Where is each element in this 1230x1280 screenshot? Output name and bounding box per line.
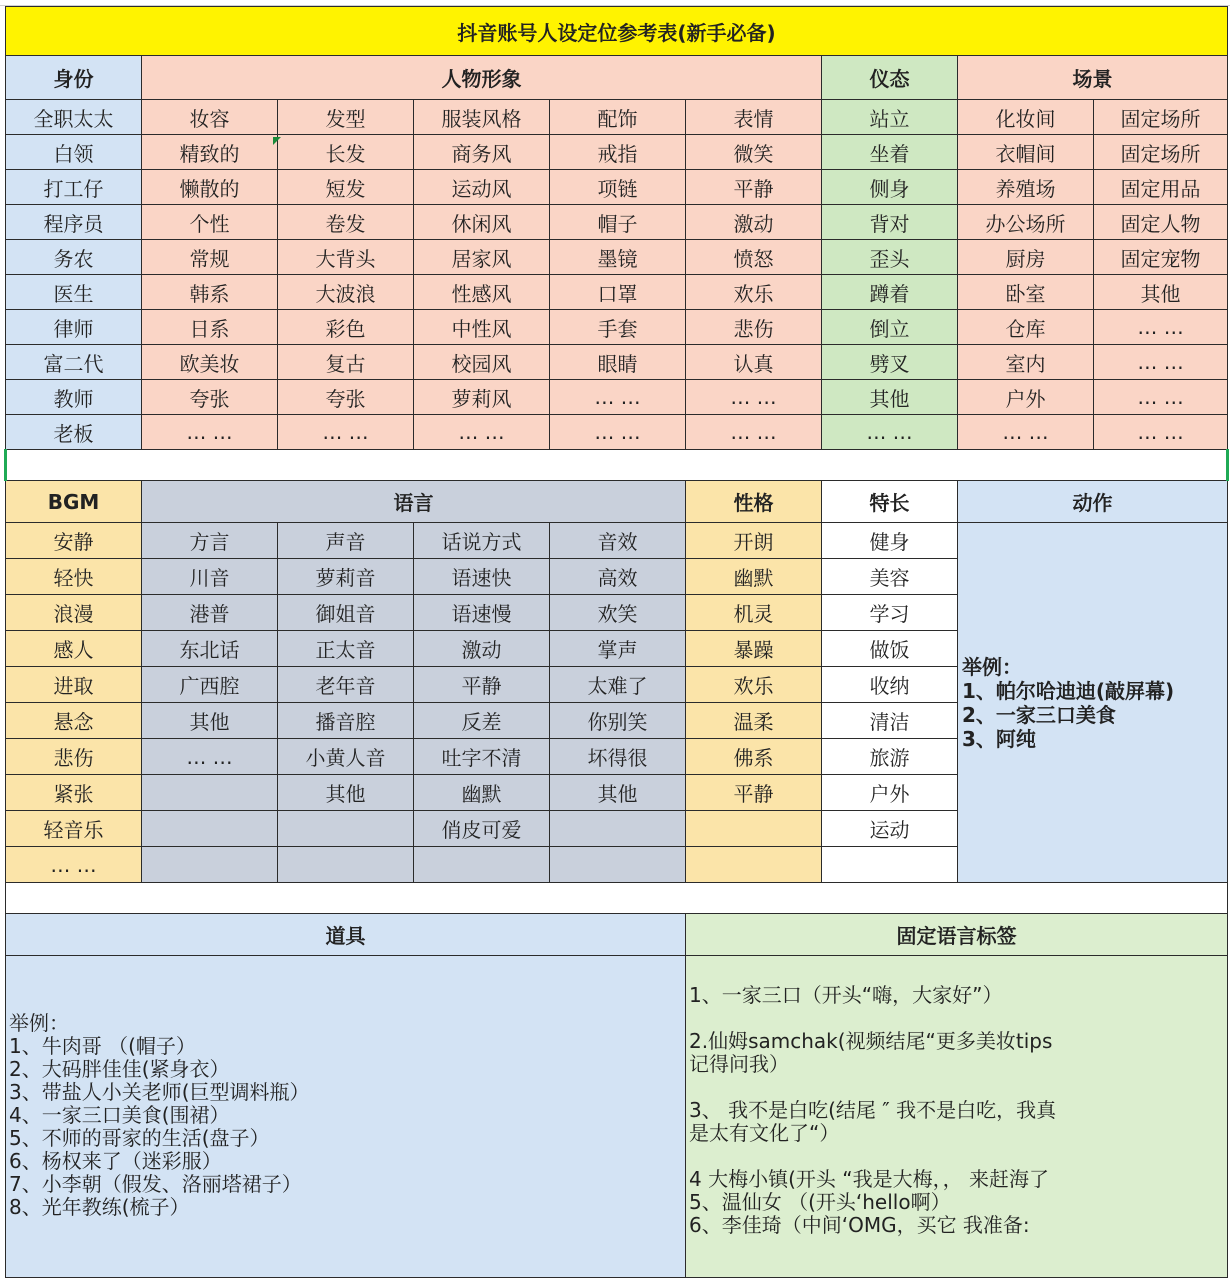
section1-cell[interactable]: 配饰 xyxy=(550,100,686,135)
section1-cell[interactable]: … … xyxy=(686,415,822,450)
section2-cell[interactable]: 平静 xyxy=(414,667,550,703)
section1-cell[interactable]: … … xyxy=(822,415,958,450)
section1-cell[interactable]: … … xyxy=(550,380,686,415)
section1-cell[interactable]: … … xyxy=(1094,345,1228,380)
props-examples[interactable] xyxy=(6,956,686,1278)
section2-cell[interactable]: 御姐音 xyxy=(278,595,414,631)
section2-cell[interactable]: 东北话 xyxy=(142,631,278,667)
section1-cell[interactable]: 妆容 xyxy=(142,100,278,135)
section3-body-row xyxy=(6,956,1228,1278)
section2-cell[interactable]: 温柔 xyxy=(686,703,822,739)
section1-cell[interactable]: 懒散的 xyxy=(142,170,278,205)
section1-cell[interactable]: 精致的 xyxy=(142,135,278,170)
section1-cell[interactable]: 个性 xyxy=(142,205,278,240)
section1-row xyxy=(6,415,1228,450)
action-line: 1、帕尔哈迪迪(敲屏幕) xyxy=(962,678,1175,703)
section1-cell[interactable]: … … xyxy=(1094,310,1228,345)
section2-cell[interactable]: 坏得很 xyxy=(550,739,686,775)
section1-cell[interactable]: 歪头 xyxy=(822,240,958,275)
section1-cell[interactable]: … … xyxy=(1094,380,1228,415)
tag-line: 3、 我不是白吃(结尾 ″ 我不是白吃，我真 xyxy=(689,1098,1057,1122)
section2-cell[interactable] xyxy=(278,811,414,847)
section1-cell[interactable]: 短发 xyxy=(278,170,414,205)
section1-cell[interactable]: … … xyxy=(142,415,278,450)
section1-cell[interactable]: … … xyxy=(550,415,686,450)
section1-cell[interactable]: 站立 xyxy=(822,100,958,135)
section1-cell[interactable]: 手套 xyxy=(550,310,686,345)
tag-line: 是太有文化了“） xyxy=(689,1121,840,1145)
tag-line: 1、一家三口（开头“嗨，大家好”） xyxy=(689,983,1003,1007)
section1-cell[interactable]: … … xyxy=(278,415,414,450)
section1-cell[interactable]: 墨镜 xyxy=(550,240,686,275)
section1-cell[interactable]: 其他 xyxy=(1094,275,1228,310)
section1-cell[interactable]: 老板 xyxy=(6,415,142,450)
section-gap xyxy=(6,450,1228,481)
section2-cell[interactable]: 悲伤 xyxy=(6,739,142,775)
props-line: 6、杨权来了（迷彩服） xyxy=(9,1149,222,1173)
persona-reference-sheet xyxy=(4,6,1226,1278)
section1-cell[interactable]: 背对 xyxy=(822,205,958,240)
section1-cell[interactable]: 长发 xyxy=(278,135,414,170)
header-language: 语言 xyxy=(142,481,686,523)
header-bgm: BGM xyxy=(6,481,142,523)
section-gap-cell xyxy=(6,883,1228,914)
section2-cell[interactable]: 做饭 xyxy=(822,631,958,667)
section3-header-row xyxy=(6,914,1228,956)
section2-cell[interactable]: 反差 xyxy=(414,703,550,739)
section2-cell[interactable] xyxy=(142,847,278,883)
section1-cell[interactable]: … … xyxy=(414,415,550,450)
section2-cell[interactable]: 收纳 xyxy=(822,667,958,703)
section2-cell[interactable]: 幽默 xyxy=(414,775,550,811)
section1-cell[interactable]: 倒立 xyxy=(822,310,958,345)
section2-cell[interactable]: 声音 xyxy=(278,523,414,559)
section2-cell[interactable] xyxy=(686,811,822,847)
section1-cell[interactable]: … … xyxy=(1094,415,1228,450)
section1-cell[interactable]: 律师 xyxy=(6,310,142,345)
section2-cell[interactable]: 其他 xyxy=(142,703,278,739)
section1-cell[interactable]: 项链 xyxy=(550,170,686,205)
props-line: 5、不师的哥家的生活(盘子） xyxy=(9,1126,270,1150)
section2-header-row xyxy=(6,481,1228,523)
section2-cell[interactable]: 其他 xyxy=(550,775,686,811)
header-scene: 场景 xyxy=(958,56,1228,100)
section1-cell[interactable]: 衣帽间 xyxy=(958,135,1094,170)
section2-cell[interactable]: 悬念 xyxy=(6,703,142,739)
props-line: 1、牛肉哥 （(帽子） xyxy=(9,1034,196,1058)
section1-row xyxy=(6,275,1228,310)
section1-cell[interactable]: 韩系 xyxy=(142,275,278,310)
section1-cell[interactable]: 其他 xyxy=(822,380,958,415)
header-action: 动作 xyxy=(958,481,1228,523)
section-gap xyxy=(6,883,1228,914)
section1-cell[interactable]: 教师 xyxy=(6,380,142,415)
header-image: 人物形象 xyxy=(142,56,822,100)
section2-cell[interactable]: 吐字不清 xyxy=(414,739,550,775)
section1-cell[interactable]: 平静 xyxy=(686,170,822,205)
section1-cell[interactable]: 认真 xyxy=(686,345,822,380)
section1-cell[interactable]: 日系 xyxy=(142,310,278,345)
section2-cell[interactable]: … … xyxy=(6,847,142,883)
section2-cell[interactable]: 掌声 xyxy=(550,631,686,667)
section2-cell[interactable]: 紧张 xyxy=(6,775,142,811)
props-line: 2、大码胖佳佳(紧身衣） xyxy=(9,1057,230,1081)
section2-cell[interactable]: 幽默 xyxy=(686,559,822,595)
section1-cell[interactable]: 富二代 xyxy=(6,345,142,380)
section1-row xyxy=(6,170,1228,205)
section1-cell[interactable]: 服装风格 xyxy=(414,100,550,135)
section2-cell[interactable]: 方言 xyxy=(142,523,278,559)
section2-cell[interactable]: 小黄人音 xyxy=(278,739,414,775)
section1-cell[interactable]: 蹲着 xyxy=(822,275,958,310)
section1-cell[interactable]: 居家风 xyxy=(414,240,550,275)
section2-cell[interactable]: 健身 xyxy=(822,523,958,559)
section1-cell[interactable]: 休闲风 xyxy=(414,205,550,240)
section2-cell[interactable]: 语速慢 xyxy=(414,595,550,631)
section1-cell[interactable]: 办公场所 xyxy=(958,205,1094,240)
section2-cell[interactable]: 暴躁 xyxy=(686,631,822,667)
section2-cell[interactable]: 轻快 xyxy=(6,559,142,595)
props-line: 7、小李朝（假发、洛丽塔裙子） xyxy=(9,1172,302,1196)
section1-cell[interactable]: 运动风 xyxy=(414,170,550,205)
section2-cell[interactable]: 萝莉音 xyxy=(278,559,414,595)
section1-cell[interactable]: 彩色 xyxy=(278,310,414,345)
cell-comment-marker xyxy=(273,137,281,145)
sheet-title: 抖音账号人设定位参考表(新手必备) xyxy=(6,7,1228,56)
section2-cell[interactable]: 学习 xyxy=(822,595,958,631)
section1-row xyxy=(6,100,1228,135)
section2-cell[interactable] xyxy=(686,847,822,883)
section2-cell[interactable] xyxy=(142,811,278,847)
section1-cell[interactable]: 侧身 xyxy=(822,170,958,205)
section2-cell[interactable]: 户外 xyxy=(822,775,958,811)
section1-cell[interactable]: 欧美妆 xyxy=(142,345,278,380)
section1-row xyxy=(6,345,1228,380)
section2-cell[interactable]: 其他 xyxy=(278,775,414,811)
tag-spacer xyxy=(689,1145,1227,1168)
section2-cell[interactable]: 正太音 xyxy=(278,631,414,667)
section1-cell[interactable]: 中性风 xyxy=(414,310,550,345)
section1-cell[interactable]: 帽子 xyxy=(550,205,686,240)
section-gap-cell xyxy=(6,450,1228,481)
section1-row xyxy=(6,380,1228,415)
section1-cell[interactable]: 微笑 xyxy=(686,135,822,170)
section1-cell[interactable]: … … xyxy=(958,415,1094,450)
action-line: 3、阿纯 xyxy=(962,726,1036,751)
section1-cell[interactable]: 悲伤 xyxy=(686,310,822,345)
section1-cell[interactable]: 性感风 xyxy=(414,275,550,310)
props-line: 3、带盐人小关老师(巨型调料瓶） xyxy=(9,1080,310,1104)
persona-table xyxy=(4,6,1229,1278)
section1-row xyxy=(6,205,1228,240)
section1-cell[interactable]: 劈叉 xyxy=(822,345,958,380)
section1-cell[interactable]: 萝莉风 xyxy=(414,380,550,415)
section1-cell[interactable]: 愤怒 xyxy=(686,240,822,275)
section2-cell[interactable]: 高效 xyxy=(550,559,686,595)
section1-cell[interactable]: 仓库 xyxy=(958,310,1094,345)
section1-cell[interactable]: 常规 xyxy=(142,240,278,275)
section2-cell[interactable] xyxy=(278,847,414,883)
section2-cell[interactable]: 语速快 xyxy=(414,559,550,595)
section1-cell[interactable]: 口罩 xyxy=(550,275,686,310)
section2-cell[interactable]: 你别笑 xyxy=(550,703,686,739)
section2-cell[interactable]: … … xyxy=(142,739,278,775)
section1-row xyxy=(6,310,1228,345)
action-line: 举例： xyxy=(962,654,1022,679)
section1-cell[interactable]: 固定场所 xyxy=(1094,100,1228,135)
section1-cell[interactable]: 固定场所 xyxy=(1094,135,1228,170)
section2-cell[interactable]: 港普 xyxy=(142,595,278,631)
section1-cell[interactable]: 欢乐 xyxy=(686,275,822,310)
header-props: 道具 xyxy=(6,914,686,956)
section2-cell[interactable]: 美容 xyxy=(822,559,958,595)
section1-cell[interactable]: 商务风 xyxy=(414,135,550,170)
header-tags: 固定语言标签 xyxy=(686,914,1228,956)
action-line: 2、一家三口美食 xyxy=(962,702,1116,727)
header-posture: 仪态 xyxy=(822,56,958,100)
tag-examples[interactable] xyxy=(686,956,1228,1278)
section1-cell[interactable]: 眼睛 xyxy=(550,345,686,380)
props-line: 举例： xyxy=(9,1011,69,1035)
tag-line: 2.仙姆samchak(视频结尾“更多美妆tips xyxy=(689,1029,1053,1053)
header-personality: 性格 xyxy=(686,481,822,523)
section1-cell[interactable]: 大波浪 xyxy=(278,275,414,310)
section2-cell[interactable] xyxy=(414,847,550,883)
header-identity: 身份 xyxy=(6,56,142,100)
section1-cell[interactable]: 表情 xyxy=(686,100,822,135)
section2-cell[interactable]: 旅游 xyxy=(822,739,958,775)
section2-cell[interactable]: 平静 xyxy=(686,775,822,811)
section2-cell[interactable]: 太难了 xyxy=(550,667,686,703)
section2-cell[interactable] xyxy=(142,775,278,811)
props-line: 8、光年教练(梳子） xyxy=(9,1195,190,1219)
section2-cell[interactable] xyxy=(822,847,958,883)
section2-cell[interactable]: 老年音 xyxy=(278,667,414,703)
section1-cell[interactable]: 戒指 xyxy=(550,135,686,170)
section1-cell[interactable]: 务农 xyxy=(6,240,142,275)
section2-cell[interactable]: 安静 xyxy=(6,523,142,559)
section2-cell[interactable]: 进取 xyxy=(6,667,142,703)
section1-cell[interactable]: 发型 xyxy=(278,100,414,135)
section1-cell[interactable]: 复古 xyxy=(278,345,414,380)
section2-cell[interactable]: 清洁 xyxy=(822,703,958,739)
section1-cell[interactable]: 夸张 xyxy=(142,380,278,415)
tag-spacer xyxy=(689,1007,1227,1030)
section2-cell[interactable]: 欢乐 xyxy=(686,667,822,703)
section2-cell[interactable]: 开朗 xyxy=(686,523,822,559)
section1-cell[interactable]: 程序员 xyxy=(6,205,142,240)
section1-cell[interactable]: 校园风 xyxy=(414,345,550,380)
section1-cell[interactable]: 激动 xyxy=(686,205,822,240)
section1-cell[interactable]: 养殖场 xyxy=(958,170,1094,205)
section2-cell[interactable]: 播音腔 xyxy=(278,703,414,739)
section2-cell[interactable]: 轻音乐 xyxy=(6,811,142,847)
section1-cell[interactable]: 卷发 xyxy=(278,205,414,240)
section1-cell[interactable]: 大背头 xyxy=(278,240,414,275)
section1-cell[interactable]: 户外 xyxy=(958,380,1094,415)
section1-cell[interactable]: 固定人物 xyxy=(1094,205,1228,240)
section2-cell[interactable]: 浪漫 xyxy=(6,595,142,631)
section1-cell[interactable]: 全职太太 xyxy=(6,100,142,135)
section2-cell[interactable]: 佛系 xyxy=(686,739,822,775)
tag-line: 记得问我） xyxy=(689,1052,789,1076)
section2-cell[interactable]: 激动 xyxy=(414,631,550,667)
section2-cell[interactable]: 运动 xyxy=(822,811,958,847)
section1-cell[interactable]: 医生 xyxy=(6,275,142,310)
section1-cell[interactable]: 化妆间 xyxy=(958,100,1094,135)
section1-row xyxy=(6,135,1228,170)
section2-cell[interactable]: 感人 xyxy=(6,631,142,667)
section1-cell[interactable]: 坐着 xyxy=(822,135,958,170)
section2-row xyxy=(6,523,1228,559)
section1-cell[interactable]: 室内 xyxy=(958,345,1094,380)
section2-cell[interactable] xyxy=(550,811,686,847)
section2-cell[interactable]: 音效 xyxy=(550,523,686,559)
section1-row xyxy=(6,240,1228,275)
section1-cell[interactable]: 固定宠物 xyxy=(1094,240,1228,275)
section2-cell[interactable]: 俏皮可爱 xyxy=(414,811,550,847)
section1-cell[interactable]: 固定用品 xyxy=(1094,170,1228,205)
section1-cell[interactable]: 白领 xyxy=(6,135,142,170)
section2-cell[interactable]: 欢笑 xyxy=(550,595,686,631)
tag-line: 4 大梅小镇(开头 “我是大梅，， 来赶海了 xyxy=(689,1167,1049,1191)
section1-cell[interactable]: 夸张 xyxy=(278,380,414,415)
section2-cell[interactable]: 机灵 xyxy=(686,595,822,631)
props-line: 4、一家三口美食(围裙） xyxy=(9,1103,230,1127)
action-examples[interactable] xyxy=(958,523,1228,883)
section2-cell[interactable]: 川音 xyxy=(142,559,278,595)
section2-cell[interactable]: 广西腔 xyxy=(142,667,278,703)
header-skill: 特长 xyxy=(822,481,958,523)
section1-cell[interactable]: 卧室 xyxy=(958,275,1094,310)
section1-cell[interactable]: … … xyxy=(686,380,822,415)
section1-cell[interactable]: 打工仔 xyxy=(6,170,142,205)
tag-spacer xyxy=(689,1076,1227,1099)
tag-line: 6、李佳琦（中间‘OMG，买它 我准备: xyxy=(689,1213,1030,1237)
section2-cell[interactable] xyxy=(550,847,686,883)
tag-line: 5、温仙女 （(开头‘hello啊） xyxy=(689,1190,951,1214)
section1-cell[interactable]: 厨房 xyxy=(958,240,1094,275)
section2-cell[interactable]: 话说方式 xyxy=(414,523,550,559)
